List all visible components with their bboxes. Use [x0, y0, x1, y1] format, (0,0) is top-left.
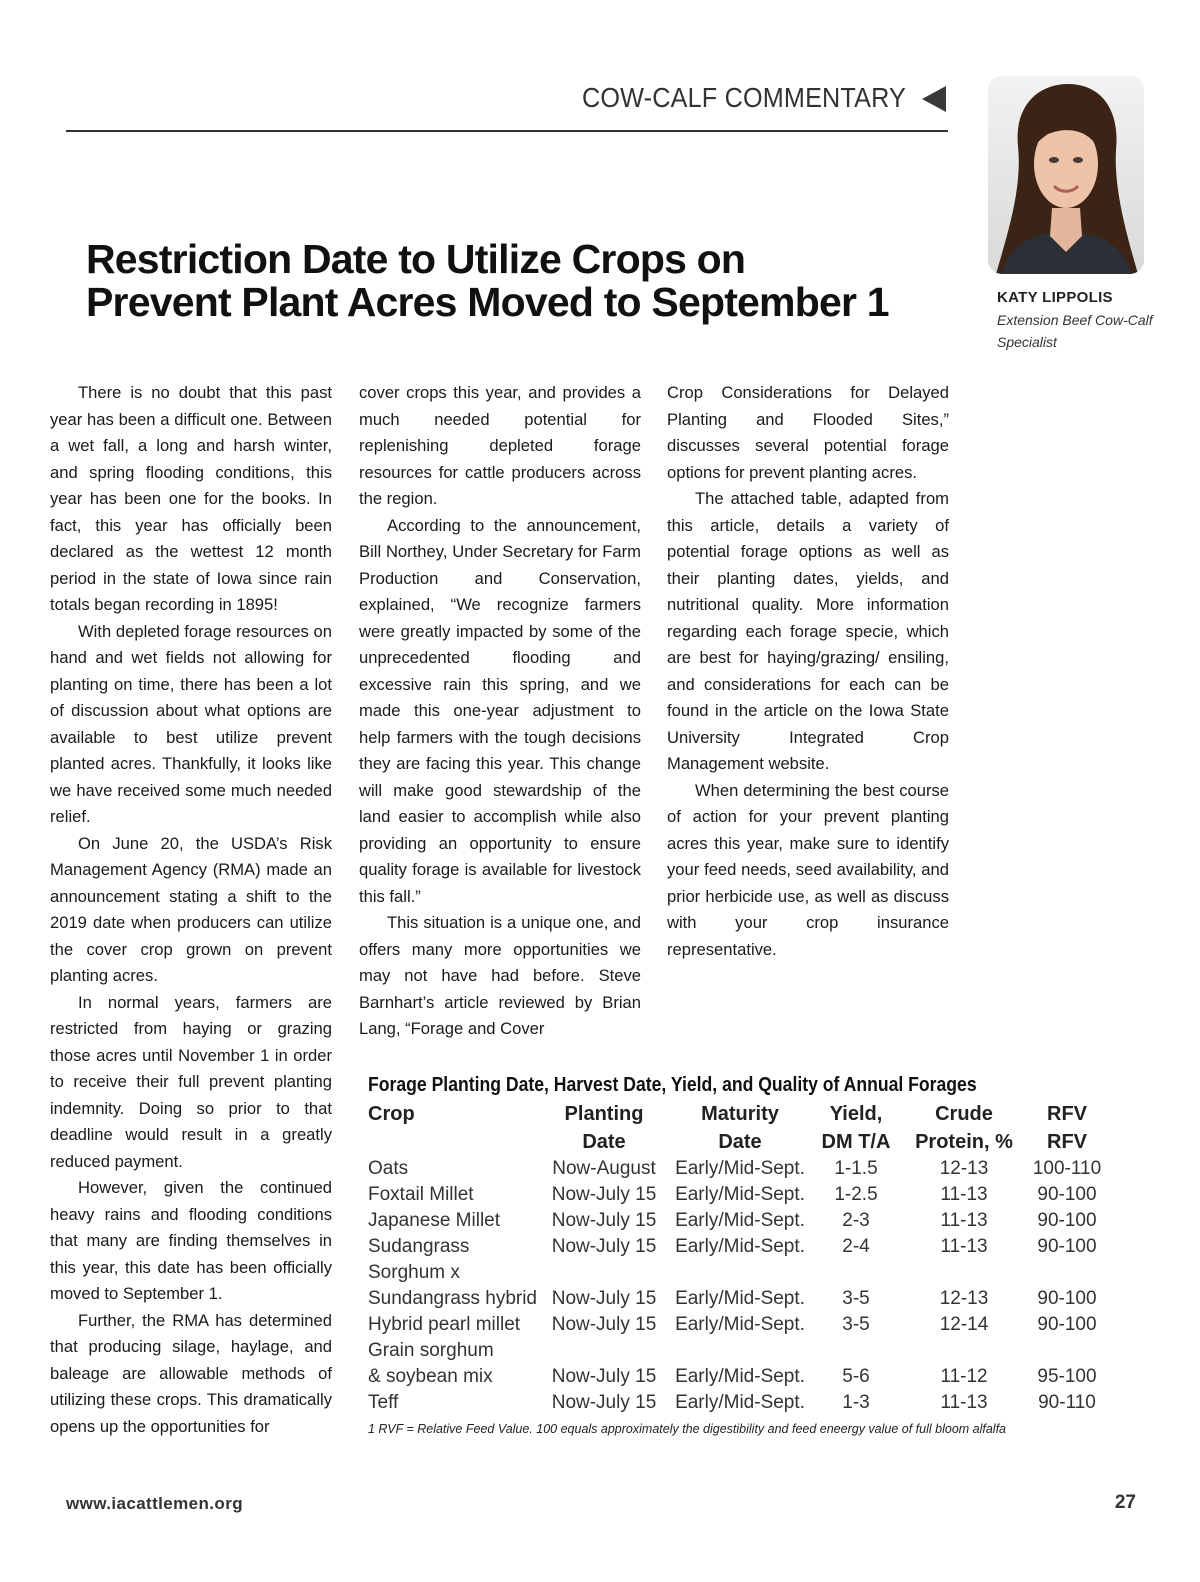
author-byline [997, 287, 1167, 353]
article-headline [86, 238, 946, 324]
table-cell: Now-July 15 [551, 1314, 657, 1335]
table-cell [538, 1260, 670, 1286]
table-cell: 90-110 [1038, 1392, 1096, 1413]
column-header: Planting Date [564, 1103, 644, 1153]
table-row [368, 1338, 1108, 1364]
paragraph: The attached table, adapted from this article, details a variety of potential forage options as well as their planting dates, yields, and nutritional quality. More information regarding each forage specie, which are best for haying/grazing/ ensiling, and considerations for each can be found in the article on the Iowa State University Integrated Crop Management website. [667, 489, 949, 773]
table-cell: 3-5 [842, 1288, 870, 1309]
column-header: Crude Protein, % [915, 1103, 1013, 1153]
table-row [368, 1208, 1108, 1234]
table-cell: 11-13 [940, 1236, 988, 1257]
table-cell: 5-6 [842, 1366, 870, 1387]
paragraph: cover crops this year, and provides a much needed potential for replenishing depleted forage resources for cattle producers across the region. [359, 383, 641, 508]
table-cell: 11-13 [940, 1210, 988, 1231]
table-cell [670, 1338, 810, 1364]
table-cell: Sorghum x [368, 1262, 460, 1283]
table-row [368, 1390, 1108, 1416]
table-cell: Early/Mid-Sept. [675, 1366, 805, 1387]
table-footnote: 1 RVF = Relative Feed Value. 100 equals approximately the digestibility and feed eneergy value of full bloom alfalfa [368, 1422, 1007, 1436]
paragraph: On June 20, the USDA’s Risk Management Agency (RMA) made an announcement stating a shift to the 2019 date when producers can utilize the cover crop grown on prevent planting acres. [50, 833, 332, 985]
table-cell: 95-100 [1037, 1366, 1097, 1387]
table-cell: 11-13 [940, 1392, 988, 1413]
table-cell: 12-13 [939, 1158, 989, 1179]
triangle-arrow-icon [922, 86, 946, 112]
column-header: Yield, DM T/A [821, 1103, 891, 1153]
headline-line-2: Prevent Plant Acres Moved to September 1 [86, 279, 889, 325]
table-cell: Now-July 15 [551, 1236, 657, 1257]
table-cell: 1-1.5 [834, 1158, 878, 1179]
paragraph: Crop Considerations for Delayed Planting and Flooded Sites,” discusses several potential forage options for prevent planting acres. [667, 383, 949, 482]
author-photo [988, 76, 1144, 274]
table-cell: 11-13 [940, 1184, 988, 1205]
page-number: 27 [1114, 1492, 1136, 1513]
table-cell: 1-2.5 [834, 1184, 878, 1205]
paragraph: Further, the RMA has determined that producing silage, haylage, and baleage are allowable methods of utilizing these crops. This dramatically opens up the opportunities for [50, 1310, 332, 1436]
author-portrait-image [988, 76, 1144, 274]
table-body [368, 1156, 1108, 1416]
article-column-3 [667, 380, 949, 963]
table-cell: 1-3 [842, 1392, 870, 1413]
table-cell: Now-July 15 [551, 1288, 657, 1309]
article-column-2 [359, 380, 641, 1043]
column-header: Maturity Date [701, 1103, 779, 1153]
table-cell: & soybean mix [368, 1366, 493, 1387]
table-cell: Early/Mid-Sept. [675, 1210, 805, 1231]
table-title: Forage Planting Date, Harvest Date, Yield, and Quality of Annual Forages [368, 1074, 977, 1096]
section-title: COW-CALF COMMENTARY [581, 82, 906, 113]
table-cell [810, 1338, 902, 1364]
section-header [66, 78, 948, 132]
table-cell: Grain sorghum [368, 1340, 494, 1361]
table-cell: Early/Mid-Sept. [675, 1184, 805, 1205]
table-cell [902, 1338, 1026, 1364]
paragraph: In normal years, farmers are restricted from haying or grazing those acres until November 1 in order to receive their full prevent planting indemnity. Doing so prior to that deadline would result in a greatly reduced payment. [50, 992, 332, 1171]
table-cell: Now-July 15 [551, 1184, 657, 1205]
author-name: KATY LIPPOLIS [997, 289, 1113, 306]
table-cell: Foxtail Millet [368, 1184, 474, 1205]
table-cell: 100-110 [1032, 1158, 1102, 1179]
table-header-row [368, 1100, 1108, 1156]
table-row [368, 1182, 1108, 1208]
table-cell: Now-July 15 [551, 1392, 657, 1413]
table-cell: 11-12 [940, 1366, 988, 1387]
table-row [368, 1234, 1108, 1260]
table-cell: Now-July 15 [551, 1366, 657, 1387]
table-cell: 3-5 [842, 1314, 870, 1335]
paragraph: According to the announcement, Bill Northey, Under Secretary for Farm Production and Conservation, explained, “We recognize farmers were greatly impacted by some of the unprecedented flooding and excessive rain this spring, and we made this one-year adjustment to help farmers with the tough decisions they are facing this year. This change will make good stewardship of the land easier to accomplish while also providing an opportunity to ensure quality forage is available for livestock this fall.” [359, 515, 641, 906]
paragraph: When determining the best course of action for your prevent planting acres this year, make sure to identify your feed needs, seed availability, and prior herbicide use, as well as discuss with your crop insurance representative. [667, 780, 949, 959]
table-cell: 12-14 [939, 1314, 989, 1335]
table-cell [538, 1338, 670, 1364]
column-header: RFV RFV [1047, 1103, 1087, 1153]
table-cell: 90-100 [1037, 1314, 1097, 1335]
table-row [368, 1286, 1108, 1312]
table-cell: Now-July 15 [551, 1210, 657, 1231]
article-column-1 [50, 380, 332, 1440]
table-row [368, 1156, 1108, 1182]
forage-table-section [368, 1070, 1108, 1436]
paragraph: There is no doubt that this past year has been a difficult one. Between a wet fall, a long and harsh winter, and spring flooding conditions, this year has been one for the books. In fact, this year has officially been declared as the wettest 12 month period in the state of Iowa since rain totals began recording in 1895! [50, 383, 332, 614]
table-cell: Early/Mid-Sept. [675, 1158, 805, 1179]
table-cell: 2-4 [842, 1236, 870, 1257]
table-row [368, 1312, 1108, 1338]
headline-line-1: Restriction Date to Utilize Crops on [86, 236, 746, 282]
table-cell: 2-3 [842, 1210, 870, 1231]
table-cell: 90-100 [1037, 1210, 1097, 1231]
table-cell: 90-100 [1037, 1236, 1097, 1257]
paragraph: With depleted forage resources on hand and wet fields not allowing for planting on time, there has been a lot of discussion about what options are available to best utilize prevent planted acres. Thankfully, it looks like we have received some much needed relief. [50, 621, 332, 826]
table-cell: 90-100 [1037, 1288, 1097, 1309]
table-cell: Sudangrass [368, 1236, 470, 1257]
table-cell: Sundangrass hybrid [368, 1288, 537, 1309]
table-row [368, 1364, 1108, 1390]
table-cell [810, 1260, 902, 1286]
table-cell: Early/Mid-Sept. [675, 1392, 805, 1413]
table-cell: Teff [368, 1392, 399, 1413]
footer-url: www.iacattlemen.org [66, 1494, 244, 1513]
paragraph: This situation is a unique one, and offers many more opportunities we may not have had before. Steve Barnhart’s article reviewed by Brian Lang, “Forage and Cover [359, 913, 641, 1038]
table-cell [670, 1260, 810, 1286]
table-cell [1026, 1338, 1108, 1364]
table-cell [902, 1260, 1026, 1286]
table-cell: Early/Mid-Sept. [675, 1314, 805, 1335]
table-cell: Oats [368, 1158, 409, 1179]
table-cell: Hybrid pearl millet [368, 1314, 521, 1335]
forage-table [368, 1100, 1108, 1416]
table-cell [1026, 1260, 1108, 1286]
table-cell: Early/Mid-Sept. [675, 1236, 805, 1257]
table-cell: 90-100 [1037, 1184, 1097, 1205]
table-cell: Japanese Millet [368, 1210, 501, 1231]
author-title: Extension Beef Cow-Calf Specialist [997, 312, 1153, 350]
table-cell: Now-August [552, 1158, 656, 1179]
column-header: Crop [368, 1103, 415, 1125]
paragraph: However, given the continued heavy rains and flooding conditions that many are finding themselves in this year, this date has been officially moved to September 1. [50, 1178, 332, 1303]
table-row [368, 1260, 1108, 1286]
table-cell: 12-13 [939, 1288, 989, 1309]
table-cell: Early/Mid-Sept. [675, 1288, 805, 1309]
